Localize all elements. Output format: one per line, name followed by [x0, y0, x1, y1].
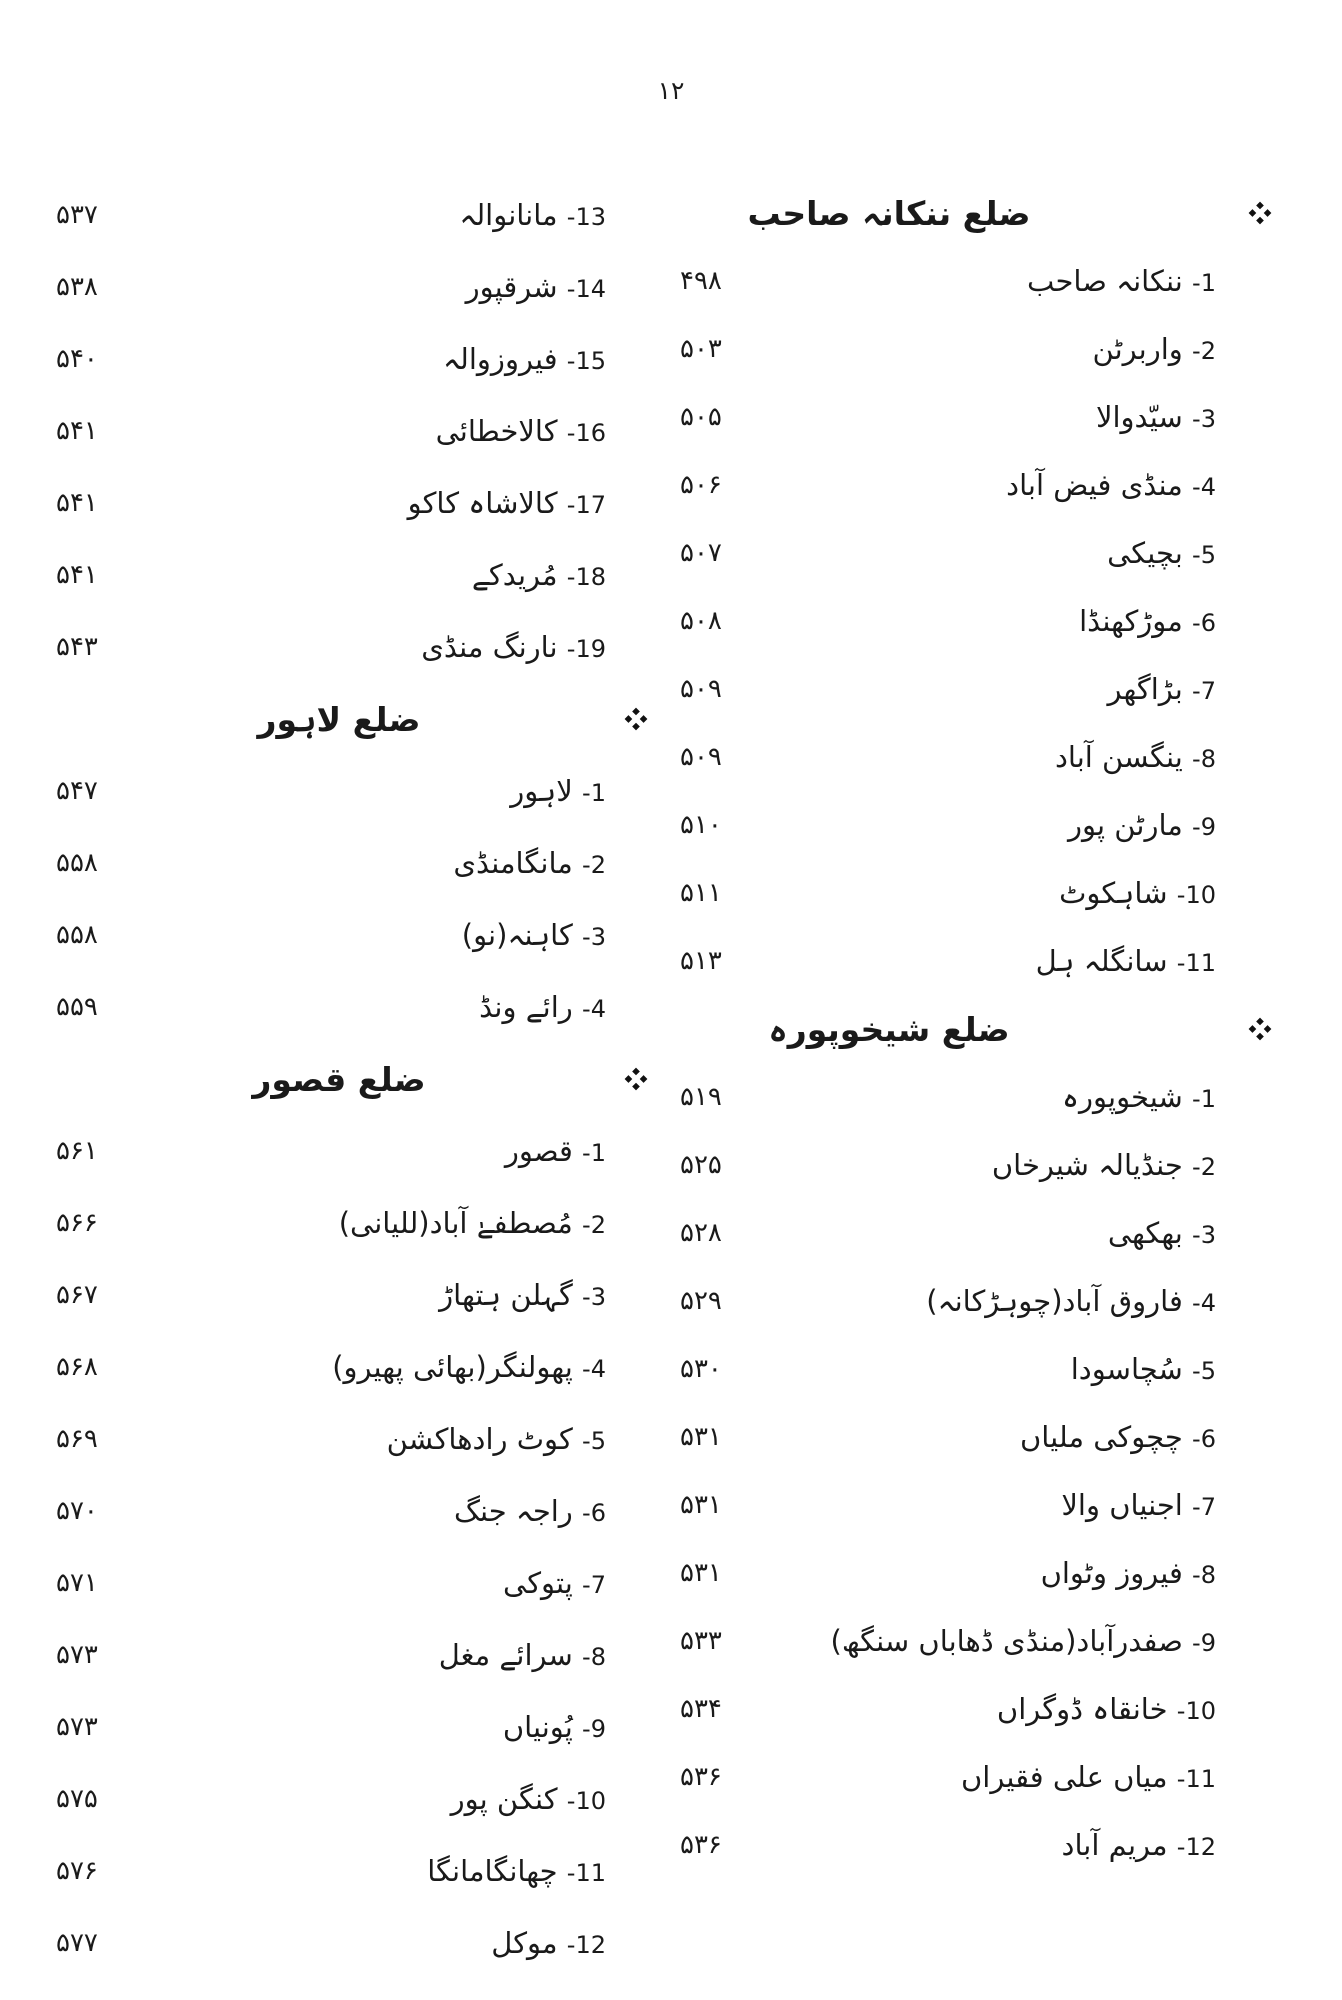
- page-number: ۵۱۱: [680, 878, 722, 908]
- entry-name: گہلن ہتھاڑ: [439, 1278, 573, 1312]
- section-marker-icon: [1248, 1017, 1272, 1041]
- entry-serial: 8-: [582, 1643, 606, 1671]
- entry-serial: 3-: [582, 1283, 606, 1311]
- entry-serial: 6-: [1192, 609, 1216, 637]
- entry-serial: 13-: [566, 203, 606, 231]
- toc-entry-row: [48, 611, 648, 683]
- entry-name: مانگامنڈی: [453, 846, 573, 880]
- entry-name: شیخوپورہ: [1062, 1080, 1183, 1114]
- toc-entry-row: [48, 1763, 648, 1835]
- entry-name: موڑکھنڈا: [1079, 604, 1183, 638]
- toc-entry-row: [672, 383, 1272, 451]
- toc-entry: [1079, 604, 1216, 638]
- page-number: ۵۳۸: [56, 272, 98, 302]
- toc-entry: [1020, 1420, 1216, 1454]
- entry-serial: 7-: [582, 1571, 606, 1599]
- entry-serial: 5-: [582, 1427, 606, 1455]
- entry-name: مانانوالہ: [459, 198, 558, 232]
- toc-entry: [1068, 808, 1216, 842]
- entry-serial: 17-: [566, 491, 606, 519]
- entry-serial: 9-: [1192, 813, 1216, 841]
- toc-entry-row: [672, 1811, 1272, 1879]
- entry-serial: 4-: [1192, 473, 1216, 501]
- toc-entry: [503, 1710, 606, 1744]
- entry-serial: 8-: [1192, 1561, 1216, 1589]
- toc-entry: [479, 990, 606, 1024]
- section-marker-icon: [624, 707, 648, 731]
- entry-name: فیروز وٹواں: [1040, 1556, 1183, 1590]
- section-marker-icon: [624, 1067, 648, 1091]
- toc-entry: [439, 1638, 606, 1672]
- page-number: ۵۰۸: [680, 606, 722, 636]
- toc-entry: [831, 1624, 1216, 1658]
- page-number: ۵۵۸: [56, 920, 98, 950]
- entry-name: کاہنہ(نو): [461, 918, 573, 952]
- toc-entry-row: [48, 179, 648, 251]
- entry-serial: 6-: [582, 1499, 606, 1527]
- entry-name: سرائے مغل: [438, 1638, 573, 1672]
- page-number: ۵۷۳: [56, 1640, 98, 1670]
- toc-entry: [1062, 1080, 1216, 1114]
- entry-name: نارنگ منڈی: [421, 630, 558, 664]
- toc-entry: [332, 1350, 606, 1384]
- toc-entry: [997, 1692, 1216, 1726]
- toc-entry-row: [672, 655, 1272, 723]
- toc-entry-row: [48, 539, 648, 611]
- page-number: ۵۶۹: [56, 1424, 98, 1454]
- toc-entry: [1108, 1216, 1216, 1250]
- page-number: ۵۲۹: [680, 1286, 722, 1316]
- page-number: ۵۳۰: [680, 1354, 722, 1384]
- entry-name: کالاخطائی: [435, 414, 558, 448]
- entry-serial: 7-: [1192, 1493, 1216, 1521]
- entry-name: بڑاگھر: [1107, 672, 1183, 706]
- toc-entry-row: [672, 1335, 1272, 1403]
- entry-serial: 4-: [582, 1355, 606, 1383]
- toc-entry: [926, 1284, 1216, 1318]
- district-header-row: [672, 995, 1272, 1063]
- toc-entry: [992, 1148, 1216, 1182]
- page-number: ۵۰۷: [680, 538, 722, 568]
- entry-name: منڈی فیض آباد: [1006, 468, 1183, 502]
- entry-name: مریم آباد: [1061, 1828, 1168, 1862]
- entry-serial: 2-: [582, 1211, 606, 1239]
- page-number: ۵۵۹: [56, 992, 98, 1022]
- entry-name: پھولنگر(بھائی پھیرو): [332, 1350, 573, 1384]
- toc-entry: [491, 1926, 606, 1960]
- toc-entry: [1071, 1352, 1216, 1386]
- page-number: ۵۰۵: [680, 402, 722, 432]
- toc-entry: [1061, 1488, 1216, 1522]
- toc-entry-row: [48, 1835, 648, 1907]
- toc-entry-row: [672, 1675, 1272, 1743]
- district-header: ضلع ننکانہ صاحب: [747, 193, 1031, 233]
- toc-entry: [1059, 876, 1216, 910]
- entry-name: لاہور: [510, 774, 573, 808]
- entry-name: جنڈیالہ شیرخاں: [991, 1148, 1183, 1182]
- page-number: ۵۰۹: [680, 674, 722, 704]
- entry-serial: 2-: [1192, 337, 1216, 365]
- toc-entry: [451, 1782, 606, 1816]
- district-header-row: [48, 683, 648, 755]
- page-number: ۵۷۵: [56, 1784, 98, 1814]
- page-number: ۵۴۳: [56, 632, 98, 662]
- district-header-row: [672, 179, 1272, 247]
- entry-name: فیروزوالہ: [443, 342, 558, 376]
- toc-entry: [408, 486, 606, 520]
- entry-serial: 9-: [582, 1715, 606, 1743]
- entry-name: میاں علی فقیراں: [960, 1760, 1168, 1794]
- toc-entry-row: [48, 1547, 648, 1619]
- entry-name: چھانگامانگا: [427, 1854, 558, 1888]
- toc-entry-row: [48, 755, 648, 827]
- page-number: ۵۳۷: [56, 200, 98, 230]
- toc-entry: [466, 270, 606, 304]
- toc-entry-row: [48, 1115, 648, 1187]
- entry-serial: 10-: [1176, 881, 1216, 909]
- page-number: ۵۳۱: [680, 1490, 722, 1520]
- page-number: ۵۲۵: [680, 1150, 722, 1180]
- entry-name: سانگلہ ہل: [1035, 944, 1168, 978]
- page-number: ۵۳۱: [680, 1422, 722, 1452]
- toc-entry-row: [672, 723, 1272, 791]
- page-number: ۵۰۹: [680, 742, 722, 772]
- toc-entry: [387, 1422, 606, 1456]
- entry-serial: 4-: [582, 995, 606, 1023]
- entry-name: قصور: [504, 1134, 573, 1168]
- entry-serial: 14-: [566, 275, 606, 303]
- entry-name: صفدرآباد(منڈی ڈھاباں سنگھ): [830, 1624, 1183, 1658]
- page-number: ۵۳۶: [680, 1830, 722, 1860]
- entry-serial: 5-: [1192, 1357, 1216, 1385]
- toc-entry: [1041, 1556, 1216, 1590]
- toc-entry: [454, 1494, 606, 1528]
- page-number: ۵۷۰: [56, 1496, 98, 1526]
- page-number: ۵۷۷: [56, 1928, 98, 1958]
- page-number: ۵۴۱: [56, 488, 98, 518]
- page-number: ۵۱۹: [680, 1082, 722, 1112]
- toc-entry: [1027, 264, 1216, 298]
- entry-name: بچیکی: [1107, 536, 1183, 570]
- entry-serial: 3-: [582, 923, 606, 951]
- toc-entry-row: [48, 827, 648, 899]
- entry-serial: 1-: [582, 779, 606, 807]
- entry-name: شرقپور: [465, 270, 558, 304]
- toc-entry-row: [48, 1331, 648, 1403]
- district-header-row: [48, 1043, 648, 1115]
- toc-entry: [459, 198, 606, 232]
- page-number: ۵۶۷: [56, 1280, 98, 1310]
- entry-serial: 3-: [1192, 1221, 1216, 1249]
- entry-serial: 12-: [1176, 1833, 1216, 1861]
- entry-name: سُچاسودا: [1070, 1352, 1183, 1386]
- toc-entry-row: [48, 251, 648, 323]
- page-number: ۴۹۸: [680, 266, 722, 296]
- entry-serial: 7-: [1192, 677, 1216, 705]
- entry-name: مارٹن پور: [1068, 808, 1183, 842]
- toc-column-left: [48, 179, 648, 1979]
- entry-name: کوٹ رادھاکشن: [386, 1422, 573, 1456]
- page-number: ۵۴۱: [56, 416, 98, 446]
- entry-name: مُصطفےٰ آباد(للیانی): [338, 1206, 573, 1240]
- toc-entry-row: [672, 1539, 1272, 1607]
- entry-name: بھکھی: [1107, 1216, 1183, 1250]
- page-number: ۵۳۳: [680, 1626, 722, 1656]
- page-number: ۵۳۱: [680, 1558, 722, 1588]
- entry-serial: 2-: [1192, 1153, 1216, 1181]
- toc-entry: [421, 630, 606, 664]
- page-number: ۵۴۱: [56, 560, 98, 590]
- entry-name: خانقاہ ڈوگراں: [996, 1692, 1168, 1726]
- toc-entry-row: [48, 395, 648, 467]
- entry-serial: 3-: [1192, 405, 1216, 433]
- toc-entry-row: [672, 927, 1272, 995]
- toc-entry-row: [672, 1267, 1272, 1335]
- entry-name: ینگسن آباد: [1054, 740, 1183, 774]
- toc-entry-row: [48, 1907, 648, 1979]
- entry-name: مُریدکے: [471, 558, 558, 592]
- toc-entry: [503, 1566, 606, 1600]
- toc-entry: [1108, 672, 1216, 706]
- entry-serial: 8-: [1192, 745, 1216, 773]
- entry-name: پُونیاں: [502, 1710, 573, 1744]
- toc-entry-row: [672, 315, 1272, 383]
- entry-serial: 4-: [1192, 1289, 1216, 1317]
- page-number: ۵۰۶: [680, 470, 722, 500]
- entry-serial: 15-: [566, 347, 606, 375]
- toc-entry: [439, 1278, 606, 1312]
- page-number: ۵۷۳: [56, 1712, 98, 1742]
- toc-entry: [339, 1206, 606, 1240]
- toc-entry-row: [672, 1471, 1272, 1539]
- entry-name: رائے ونڈ: [479, 990, 573, 1024]
- district-header: ضلع قصور: [252, 1059, 426, 1099]
- entry-name: پتوکی: [503, 1566, 573, 1600]
- page-number: ۵۱۰: [680, 810, 722, 840]
- page-number: ۵۷۶: [56, 1856, 98, 1886]
- toc-entry-row: [672, 859, 1272, 927]
- entry-serial: 11-: [1176, 1765, 1216, 1793]
- entry-serial: 5-: [1192, 541, 1216, 569]
- toc-entry: [1062, 1828, 1216, 1862]
- toc-entry: [472, 558, 606, 592]
- entry-serial: 2-: [582, 851, 606, 879]
- entry-serial: 16-: [566, 419, 606, 447]
- toc-entry-row: [672, 1131, 1272, 1199]
- entry-serial: 18-: [566, 563, 606, 591]
- entry-serial: 1-: [1192, 1085, 1216, 1113]
- toc-entry-row: [48, 1475, 648, 1547]
- toc-entry: [1107, 536, 1216, 570]
- toc-entry-row: [672, 1403, 1272, 1471]
- toc-entry-row: [48, 899, 648, 971]
- toc-entry-row: [672, 451, 1272, 519]
- toc-entry-row: [672, 1607, 1272, 1675]
- page-number: ۵۱۳: [680, 946, 722, 976]
- page-number: ۵۳۴: [680, 1694, 722, 1724]
- toc-entry: [510, 774, 606, 808]
- entry-name: چچوکی ملیاں: [1019, 1420, 1183, 1454]
- toc-entry-row: [672, 587, 1272, 655]
- toc-entry: [453, 846, 606, 880]
- page-number: ۵۵۸: [56, 848, 98, 878]
- toc-entry: [505, 1134, 606, 1168]
- entry-name: کنگن پور: [450, 1782, 558, 1816]
- entry-name: شاہکوٹ: [1059, 876, 1168, 910]
- toc-entry-row: [48, 467, 648, 539]
- district-header: ضلع لاہور: [257, 699, 421, 739]
- toc-entry: [1036, 944, 1216, 978]
- toc-entry: [462, 918, 606, 952]
- toc-entry: [443, 342, 606, 376]
- entry-serial: 11-: [566, 1859, 606, 1887]
- toc-entry: [1006, 468, 1216, 502]
- toc-entry-row: [48, 1691, 648, 1763]
- page-number-heading: ۱۲: [657, 76, 685, 105]
- toc-entry-row: [672, 247, 1272, 315]
- toc-entry: [1093, 332, 1216, 366]
- entry-serial: 19-: [566, 635, 606, 663]
- entry-serial: 1-: [582, 1139, 606, 1167]
- entry-serial: 1-: [1192, 269, 1216, 297]
- toc-entry-row: [672, 1743, 1272, 1811]
- toc-entry-row: [672, 1199, 1272, 1267]
- district-header: ضلع شیخوپورہ: [768, 1009, 1010, 1049]
- page-number: ۵۶۱: [56, 1136, 98, 1166]
- toc-entry-row: [672, 1063, 1272, 1131]
- entry-name: کالاشاہ کاکو: [407, 486, 558, 520]
- entry-name: اجنیاں والا: [1061, 1488, 1183, 1522]
- page-number: ۵۳۶: [680, 1762, 722, 1792]
- entry-name: سیّدوالا: [1095, 400, 1183, 434]
- toc-entry-row: [48, 1619, 648, 1691]
- entry-name: راجہ جنگ: [453, 1494, 573, 1528]
- toc-entry-row: [48, 1259, 648, 1331]
- page-number: ۵۷۱: [56, 1568, 98, 1598]
- page-number: ۵۶۶: [56, 1208, 98, 1238]
- toc-entry: [436, 414, 606, 448]
- section-marker-icon: [1248, 201, 1272, 225]
- entry-name: موکل: [491, 1926, 558, 1960]
- entry-serial: 11-: [1176, 949, 1216, 977]
- entry-serial: 10-: [566, 1787, 606, 1815]
- entry-serial: 12-: [566, 1931, 606, 1959]
- toc-entry: [961, 1760, 1216, 1794]
- toc-entry-row: [48, 323, 648, 395]
- toc-entry-row: [48, 1403, 648, 1475]
- toc-entry-row: [48, 1187, 648, 1259]
- toc-entry: [1096, 400, 1216, 434]
- entry-name: واربرٹن: [1092, 332, 1183, 366]
- page-number: ۵۶۸: [56, 1352, 98, 1382]
- toc-entry: [1055, 740, 1216, 774]
- toc-entry-row: [672, 519, 1272, 587]
- page-number: ۵۴۷: [56, 776, 98, 806]
- toc-entry-row: [672, 791, 1272, 859]
- entry-name: ننکانہ صاحب: [1027, 264, 1183, 298]
- entry-name: فاروق آباد(چوہڑکانہ): [926, 1284, 1183, 1318]
- toc-entry-row: [48, 971, 648, 1043]
- entry-serial: 10-: [1176, 1697, 1216, 1725]
- entry-serial: 9-: [1192, 1629, 1216, 1657]
- entry-serial: 6-: [1192, 1425, 1216, 1453]
- page-number: ۵۲۸: [680, 1218, 722, 1248]
- toc-entry: [427, 1854, 606, 1888]
- toc-column-right: [672, 179, 1272, 1879]
- page-number: ۵۴۰: [56, 344, 98, 374]
- page-number: ۵۰۳: [680, 334, 722, 364]
